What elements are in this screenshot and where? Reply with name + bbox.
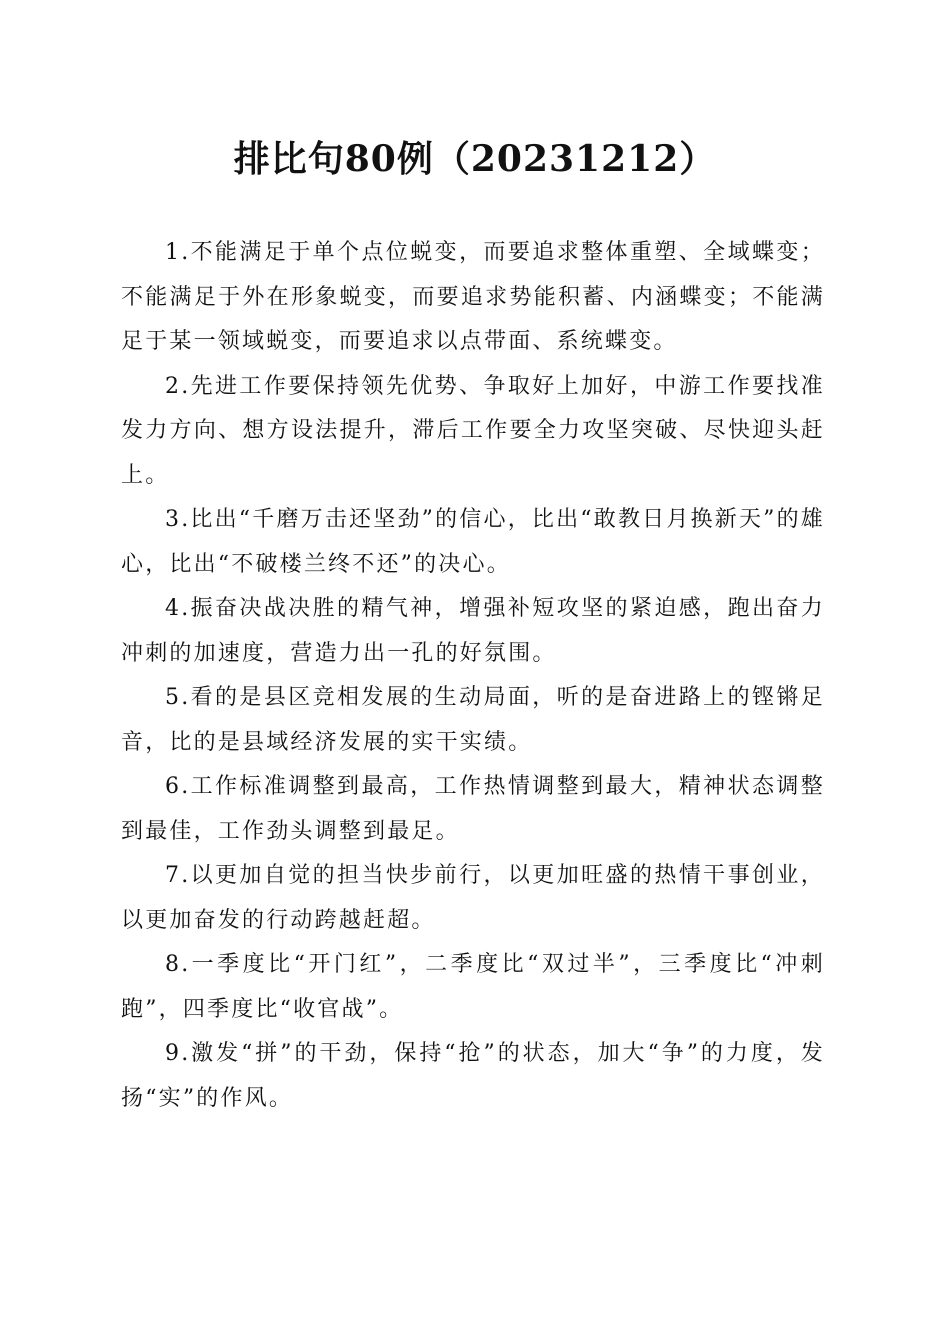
paragraph-8: 8.一季度比“开门红”，二季度比“双过半”，三季度比“冲刺跑”，四季度比“收官战”。 bbox=[121, 952, 825, 1022]
paragraph-9: 9.激发“拼”的干劲，保持“抢”的状态，加大“争”的力度，发扬“实”的作风。 bbox=[121, 1041, 825, 1111]
paragraph-7: 7.以更加自觉的担当快步前行，以更加旺盛的热情干事创业，以更加奋发的行动跨越赶超。 bbox=[121, 863, 825, 933]
paragraph-3: 3.比出“千磨万击还坚劲”的信心，比出“敢教日月换新天”的雄心，比出“不破楼兰终不还”的决心。 bbox=[121, 507, 825, 577]
paragraph-2: 2.先进工作要保持领先优势、争取好上加好，中游工作要找准发力方向、想方设法提升，滞后工作要全力攻坚突破、尽快迎头赶上。 bbox=[121, 373, 825, 488]
document-title: 排比句80例（20231212） bbox=[233, 138, 717, 180]
document-body bbox=[121, 231, 825, 1121]
paragraph-6: 6.工作标准调整到最高，工作热情调整到最大，精神状态调整到最佳，工作劲头调整到最足。 bbox=[121, 774, 825, 844]
paragraph-1: 1.不能满足于单个点位蜕变，而要追求整体重塑、全域蝶变；不能满足于外在形象蜕变，而要追求势能积蓄、内涵蝶变；不能满足于某一领域蜕变，而要追求以点带面、系统蝶变。 bbox=[121, 240, 825, 354]
paragraph-4: 4.振奋决战决胜的精气神，增强补短攻坚的紧迫感，跑出奋力冲刺的加速度，营造力出一孔的好氛围。 bbox=[121, 596, 825, 666]
paragraph-5: 5.看的是县区竞相发展的生动局面，听的是奋进路上的铿锵足音，比的是县域经济发展的实干实绩。 bbox=[121, 685, 825, 755]
